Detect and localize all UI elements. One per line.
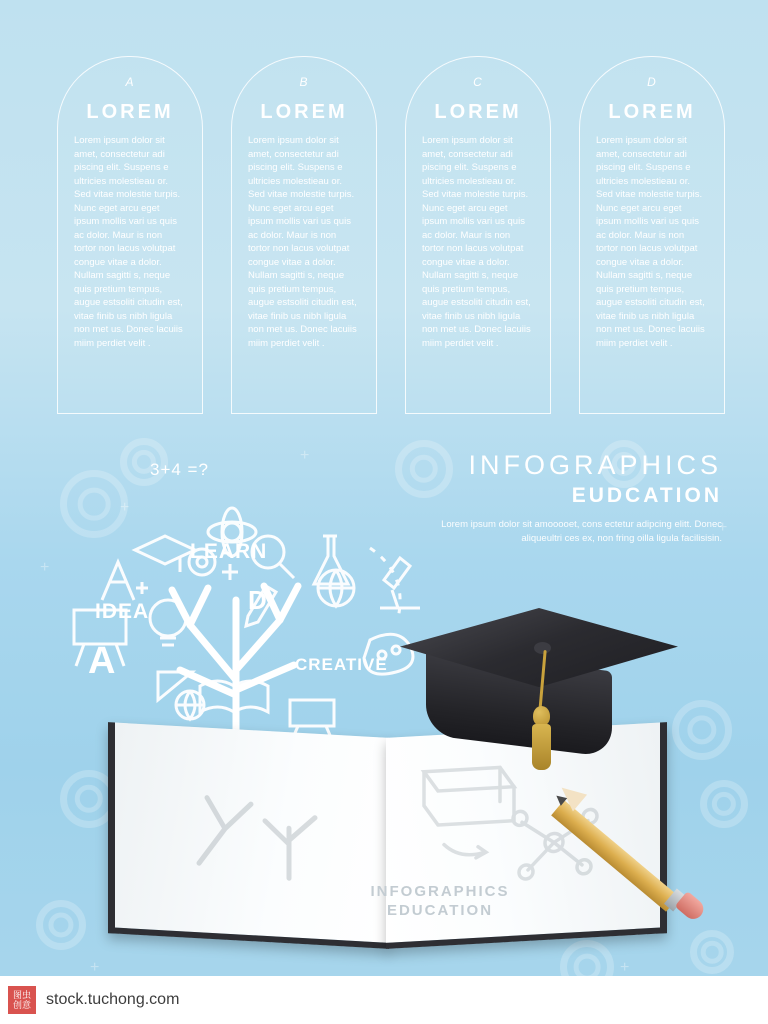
plus-icon: +	[90, 959, 100, 976]
banner-card-a[interactable]	[57, 56, 203, 414]
doodle-label-learn: LEARN	[190, 540, 268, 563]
doodle-letter-d: D	[248, 585, 268, 615]
banner-body: Lorem ipsum dolor sit amet, consectetur adi piscing elit. Suspens e ultricies molestieau or. Sed vitae molestie turpis. Nunc eget arcu eget ipsum mollis vari us quis ac dolor. Maur is non tortor non lacus volutpat congue vitae a dolor. Nullam sagitti s, neque quis pretium tempus, augue estsoliti citudin est, vitae finib us nibh ligula non met us. Donec lacuiis miim perdiet velit .	[248, 135, 357, 349]
tassel-fringe	[532, 724, 551, 770]
banner-body: Lorem ipsum dolor sit amet, consectetur adi piscing elit. Suspens e ultricies molestieau or. Sed vitae molestie turpis. Nunc eget arcu eget ipsum mollis vari us quis ac dolor. Maur is non tortor non lacus volutpat congue vitae a dolor. Nullam sagitti s, neque quis pretium tempus, augue estsoliti citudin est, vitae finib us nibh ligula non met us. Donec lacuiis miim perdiet velit .	[422, 135, 531, 349]
watermark-text: stock.tuchong.com	[46, 991, 180, 1008]
watermark-badge: 图虫创意	[8, 986, 36, 1014]
plus-icon: +	[40, 559, 50, 576]
banner-body: Lorem ipsum dolor sit amet, consectetur adi piscing elit. Suspens e ultricies molestieau or. Sed vitae molestie turpis. Nunc eget arcu eget ipsum mollis vari us quis ac dolor. Maur is non tortor non lacus volutpat congue vitae a dolor. Nullam sagitti s, neque quis pretium tempus, augue estsoliti citudin est, vitae finib us nibh ligula non met us. Donec lacuiis miim perdiet velit .	[74, 135, 183, 349]
book-caption-line2: EDUCATION	[386, 902, 494, 919]
banner-title: LOREM	[86, 101, 174, 123]
plus-icon: +	[300, 447, 310, 464]
doodle-letter-a: A	[88, 640, 117, 682]
page-subtitle: EUDCATION	[571, 484, 722, 507]
book-caption-line1: INFOGRAPHICS	[370, 883, 510, 900]
banner-card-b[interactable]	[231, 56, 377, 414]
banner-group	[0, 0, 768, 430]
watermark-bar	[0, 976, 768, 1024]
headline-block	[422, 450, 722, 546]
tassel-ball	[533, 706, 550, 726]
page-title: INFOGRAPHICS	[468, 450, 722, 480]
plus-icon: +	[120, 499, 130, 516]
banner-title: LOREM	[608, 101, 696, 123]
banner-letter: D	[647, 75, 657, 89]
doodle-tree-illustration	[40, 440, 440, 770]
banner-letter: C	[473, 75, 483, 89]
banner-title: LOREM	[260, 101, 348, 123]
pencil-icon	[552, 770, 732, 940]
doodle-label-creative: CREATIVE	[295, 655, 388, 674]
graduation-cap-icon	[400, 580, 710, 780]
banner-body: Lorem ipsum dolor sit amet, consectetur adi piscing elit. Suspens e ultricies molestieau or. Sed vitae molestie turpis. Nunc eget arcu eget ipsum mollis vari us quis ac dolor. Maur is non tortor non lacus volutpat congue vitae a dolor. Nullam sagitti s, neque quis pretium tempus, augue estsoliti citudin est, vitae finib us nibh ligula non met us. Donec lacuiis miim perdiet velit .	[596, 135, 705, 349]
pencil-body	[551, 800, 679, 912]
doodle-math-equation: 3+4 =?	[150, 460, 209, 479]
banner-letter: A	[125, 75, 135, 89]
plus-icon: +	[620, 959, 630, 976]
banner-card-d[interactable]	[579, 56, 725, 414]
gear-icon	[36, 900, 86, 950]
headline-description: Lorem ipsum dolor sit amooooet, cons ectetur adipcing elitt. Donec aliqueultri ces ex, non fring oilla ligula facilisisin.	[441, 519, 722, 544]
doodle-label-idea: IDEA	[95, 600, 150, 623]
banner-title: LOREM	[434, 101, 522, 123]
banner-card-c[interactable]	[405, 56, 551, 414]
banner-letter: B	[299, 75, 309, 89]
book-caption	[340, 882, 540, 920]
plus-icon: +	[718, 519, 728, 536]
